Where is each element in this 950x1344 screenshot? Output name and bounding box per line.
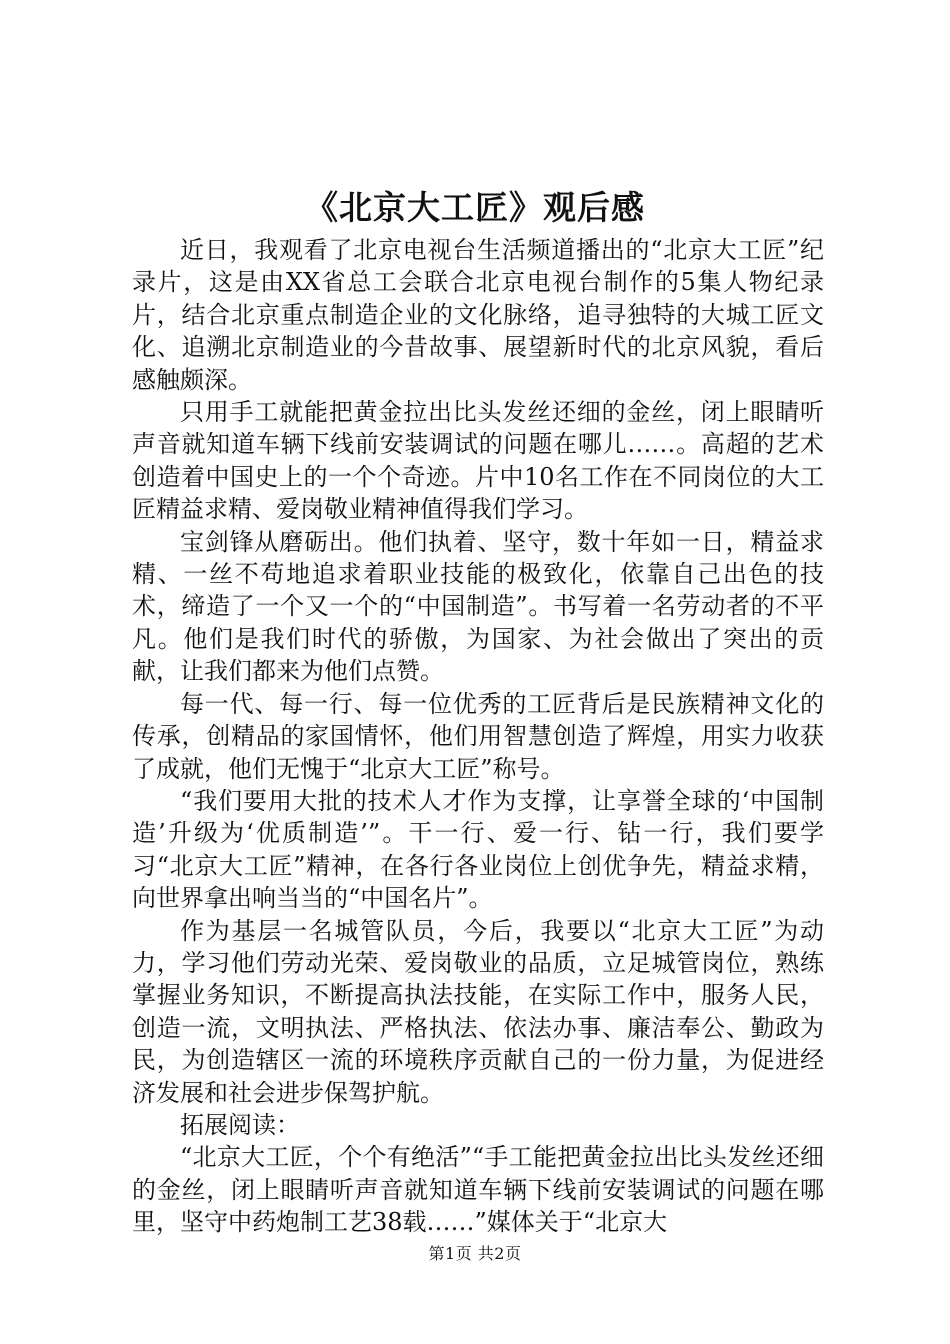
- paragraph-1: 近日，我观看了北京电视台生活频道播出的“北京大工匠”纪录片，这是由XX省总工会联合北京电视台制作的5集人物纪录片，结合北京重点制造企业的文化脉络，追寻独特的大城工匠文化、追溯北京制造业的今昔故事、展望新时代的北京风貌，看后感触颇深。: [132, 236, 824, 394]
- paragraph-7: “北京大工匠，个个有绝活”“手工能把黄金拉出比头发丝还细的金丝，闭上眼睛听声音就知道车辆下线前安装调试的问题在哪里，坚守中药炮制工艺38载……”媒体关于“北京大: [132, 1143, 824, 1237]
- document-body: [132, 234, 824, 1239]
- paragraph-6: 作为基层一名城管队员，今后，我要以“北京大工匠”为动力，学习他们劳动光荣、爱岗敬业的品质，立足城管岗位，熟练掌握业务知识，不断提高执法技能，在实际工作中，服务人民，创造一流，文明执法、严格执法、依法办事、廉洁奉公、勤政为民，为创造辖区一流的环境秩序贡献自己的一份力量，为促进经济发展和社会进步保驾护航。: [132, 916, 824, 1107]
- paragraph-4: 每一代、每一行、每一位优秀的工匠背后是民族精神文化的传承，创精品的家国情怀，他们用智慧创造了辉煌，用实力收获了成就，他们无愧于“北京大工匠”称号。: [132, 689, 824, 783]
- paragraph-3: 宝剑锋从磨砺出。他们执着、坚守，数十年如一日，精益求精、一丝不苟地追求着职业技能的极致化，依靠自己出色的技术，缔造了一个又一个的“中国制造”。书写着一名劳动者的不平凡。他们是我们时代的骄傲，为国家、为社会做出了突出的贡献，让我们都来为他们点赞。: [132, 527, 824, 686]
- paragraph-2: 只用手工就能把黄金拉出比头发丝还细的金丝，闭上眼睛听声音就知道车辆下线前安装调试的问题在哪儿……。高超的艺术创造着中国史上的一个个奇迹。片中10名工作在不同岗位的大工匠精益求精、爱岗敬业精神值得我们学习。: [132, 398, 824, 524]
- paragraph-5: “我们要用大批的技术人才作为支撑，让享誉全球的‘中国制造’升级为‘优质制造’”。干一行、爱一行、钻一行，我们要学习“北京大工匠”精神，在各行各业岗位上创优争先，精益求精，向世界拿出响当当的“中国名片”。: [132, 786, 824, 913]
- page-footer: 第1页 共2页: [428, 1244, 522, 1263]
- extended-reading-heading: 拓展阅读：: [180, 1110, 300, 1139]
- document-title: 《北京大工匠》观后感: [305, 188, 645, 227]
